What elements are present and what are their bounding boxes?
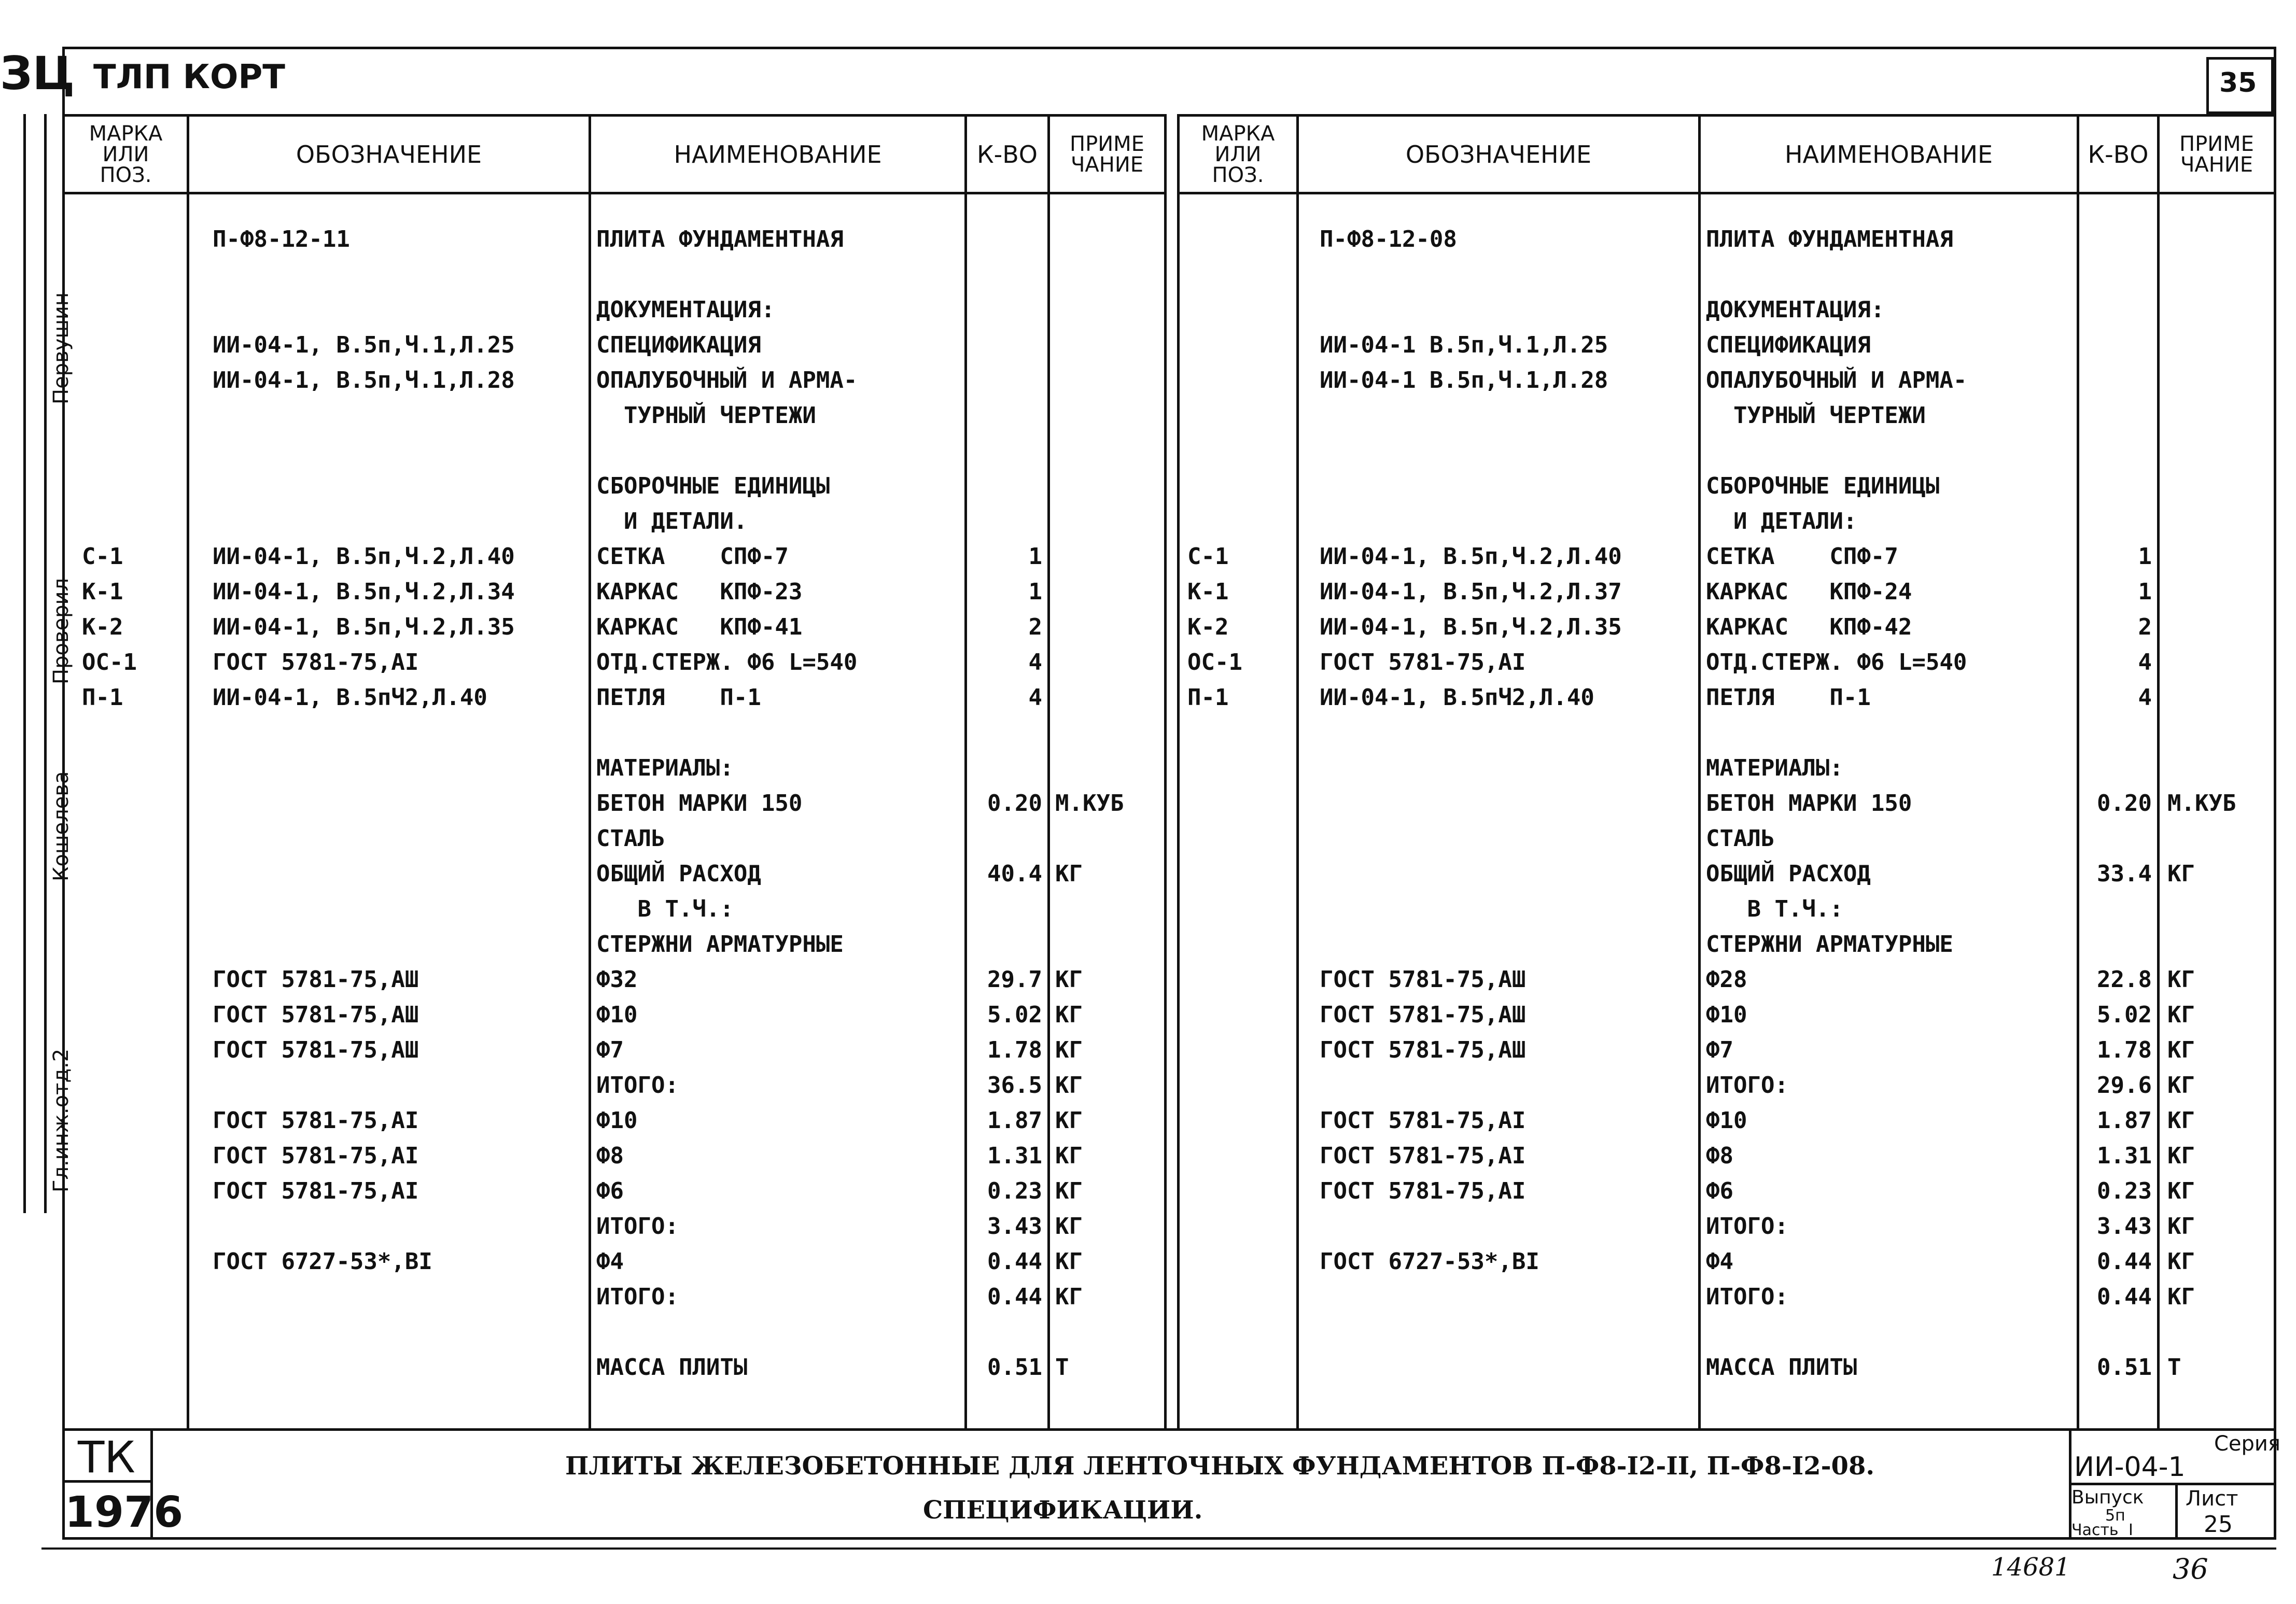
right-rows-designation-0: П-Ф8-12-08 (1320, 226, 1457, 252)
left-rows-designation-25: ГОСТ 5781-75,АI (213, 1107, 419, 1134)
left-rows-name-7: СБОРОЧНЫЕ ЕДИНИЦЫ (596, 473, 830, 499)
left-col-sep-2 (589, 114, 591, 1431)
left-col-sep-4 (1047, 114, 1050, 1431)
left-rows-name-2: ДОКУМЕНТАЦИЯ: (596, 297, 775, 323)
right-rows-qty-32: 0.51 (2097, 1354, 2152, 1381)
inventory-number: 14681 (1991, 1553, 2070, 1582)
right-hdr-designation: ОБОЗНАЧЕНИЕ (1405, 140, 1592, 168)
right-rows-designation-3: ИИ-04-1 В.5п,Ч.1,Л.25 (1320, 332, 1608, 358)
right-rows-designation-25: ГОСТ 5781-75,АI (1320, 1107, 1526, 1134)
right-rows-name-16: БЕТОН МАРКИ 150 (1706, 790, 1912, 817)
right-rows-note-18: КГ (2167, 861, 2195, 887)
year-label: 1976 (65, 1488, 184, 1537)
left-rows-mark-11: К-2 (82, 614, 123, 640)
bottom-rule (41, 1547, 2276, 1550)
left-rows-name-28: ИТОГО: (596, 1213, 679, 1240)
left-rows-designation-27: ГОСТ 5781-75,АI (213, 1178, 419, 1204)
right-rows-name-26: Ф8 (1706, 1143, 1733, 1169)
left-rows-name-20: СТЕРЖНИ АРМАТУРНЫЕ (596, 931, 844, 958)
right-rows-name-30: ИТОГО: (1706, 1284, 1788, 1310)
left-rows-designation-0: П-Ф8-12-11 (213, 226, 350, 252)
left-rows-designation-9: ИИ-04-1, В.5п,Ч.2,Л.40 (213, 543, 515, 570)
left-rows-name-9: СЕТКА СПФ-7 (596, 543, 789, 570)
doc-code: ЗЦ (0, 47, 75, 100)
right-rows-name-15: МАТЕРИАЛЫ: (1706, 755, 1843, 781)
left-rows-name-0: ПЛИТА ФУНДАМЕНТНАЯ (596, 226, 844, 252)
left-rows-designation-4: ИИ-04-1, В.5п,Ч.1,Л.28 (213, 367, 515, 393)
left-rows-name-18: ОБЩИЙ РАСХОД (596, 861, 761, 887)
right-rows-qty-13: 4 (2138, 684, 2152, 711)
left-rows-name-5: ТУРНЫЙ ЧЕРТЕЖИ (596, 402, 816, 429)
left-rows-qty-22: 5.02 (987, 1002, 1042, 1028)
side-label-1: Первушин (49, 292, 73, 404)
title-block-right-mid (2069, 1483, 2276, 1485)
handwritten-page: 36 (2173, 1553, 2208, 1585)
right-rows-name-21: Ф28 (1706, 966, 1747, 993)
left-rows-name-16: БЕТОН МАРКИ 150 (596, 790, 803, 817)
left-rows-qty-11: 2 (1028, 614, 1042, 640)
issue-label: Выпуск (2071, 1487, 2144, 1508)
right-hdr-qty: К-ВО (2088, 140, 2149, 168)
left-rows-qty-27: 0.23 (987, 1178, 1042, 1204)
right-rows-note-16: М.КУБ (2167, 790, 2236, 817)
right-rows-note-29: КГ (2167, 1248, 2195, 1275)
right-rows-note-26: КГ (2167, 1143, 2195, 1169)
right-rows-name-20: СТЕРЖНИ АРМАТУРНЫЕ (1706, 931, 1953, 958)
right-rows-name-9: СЕТКА СПФ-7 (1706, 543, 1898, 570)
left-header-rule (62, 192, 1167, 194)
right-rows-mark-12: ОС-1 (1187, 649, 1242, 676)
right-rows-name-10: КАРКАС КПФ-24 (1706, 579, 1912, 605)
left-rows-name-11: КАРКАС КПФ-41 (596, 614, 803, 640)
right-rows-qty-21: 22.8 (2097, 966, 2152, 993)
sheet-label: Лист (2186, 1487, 2238, 1511)
left-rows-qty-10: 1 (1028, 579, 1042, 605)
left-rows-name-3: СПЕЦИФИКАЦИЯ (596, 332, 761, 358)
left-rows-qty-30: 0.44 (987, 1284, 1042, 1310)
right-rows-qty-27: 0.23 (2097, 1178, 2152, 1204)
right-col-sep-1 (1296, 114, 1299, 1431)
right-rows-name-2: ДОКУМЕНТАЦИЯ: (1706, 297, 1885, 323)
right-rows-qty-25: 1.87 (2097, 1107, 2152, 1134)
left-rows-note-21: КГ (1055, 966, 1083, 993)
left-rows-qty-18: 40.4 (987, 861, 1042, 887)
page-number: 35 (2219, 67, 2257, 99)
left-rows-name-12: ОТД.СТЕРЖ. Ф6 L=540 (596, 649, 858, 676)
right-rows-qty-11: 2 (2138, 614, 2152, 640)
left-rows-name-27: Ф6 (596, 1178, 624, 1204)
left-rows-qty-28: 3.43 (987, 1213, 1042, 1240)
left-rows-name-19: В Т.Ч.: (596, 896, 734, 922)
right-rows-note-24: КГ (2167, 1072, 2195, 1099)
left-rows-name-24: ИТОГО: (596, 1072, 679, 1099)
right-rows-note-22: КГ (2167, 1002, 2195, 1028)
series-label: Серия (2214, 1432, 2280, 1456)
left-rows-note-26: КГ (1055, 1143, 1083, 1169)
left-hdr-name: НАИМЕНОВАНИЕ (674, 140, 882, 168)
right-rows-designation-9: ИИ-04-1, В.5п,Ч.2,Л.40 (1320, 543, 1622, 570)
left-rows-qty-16: 0.20 (987, 790, 1042, 817)
doc-title-line2: СПЕЦИФИКАЦИИ. (923, 1496, 1203, 1525)
side-label-4: Гл.инж.отд.2 (49, 1048, 73, 1192)
left-rows-note-25: КГ (1055, 1107, 1083, 1134)
right-rows-name-5: ТУРНЫЙ ЧЕРТЕЖИ (1706, 402, 1926, 429)
right-rows-qty-29: 0.44 (2097, 1248, 2152, 1275)
side-label-3: Кошелева (49, 771, 73, 881)
right-rows-mark-9: С-1 (1187, 543, 1229, 570)
side-strip-border (44, 114, 47, 1213)
left-rows-designation-26: ГОСТ 5781-75,АI (213, 1143, 419, 1169)
right-rows-name-13: ПЕТЛЯ П-1 (1706, 684, 1871, 711)
right-rows-note-27: КГ (2167, 1178, 2195, 1204)
left-rows-qty-21: 29.7 (987, 966, 1042, 993)
right-rows-name-22: Ф10 (1706, 1002, 1747, 1028)
left-rows-mark-13: П-1 (82, 684, 123, 711)
right-rows-note-25: КГ (2167, 1107, 2195, 1134)
right-rows-mark-11: К-2 (1187, 614, 1229, 640)
left-rows-note-18: КГ (1055, 861, 1083, 887)
org-title: ТЛП КОРТ (93, 58, 285, 96)
tk-label: ТК (78, 1432, 135, 1483)
left-rows-mark-12: ОС-1 (82, 649, 137, 676)
left-rows-name-22: Ф10 (596, 1002, 638, 1028)
left-rows-designation-12: ГОСТ 5781-75,АI (213, 649, 419, 676)
left-rows-mark-9: С-1 (82, 543, 123, 570)
right-rows-name-28: ИТОГО: (1706, 1213, 1788, 1240)
left-rows-name-8: И ДЕТАЛИ. (596, 508, 748, 534)
part-label: Часть (2071, 1521, 2119, 1539)
right-rows-note-21: КГ (2167, 966, 2195, 993)
right-rows-mark-10: К-1 (1187, 579, 1229, 605)
right-rows-name-18: ОБЩИЙ РАСХОД (1706, 861, 1871, 887)
right-rows-qty-28: 3.43 (2097, 1213, 2152, 1240)
right-col-sep-2 (1698, 114, 1701, 1431)
right-rows-designation-4: ИИ-04-1 В.5п,Ч.1,Л.28 (1320, 367, 1608, 393)
left-rows-mark-10: К-1 (82, 579, 123, 605)
right-rows-note-32: Т (2167, 1354, 2181, 1381)
left-rows-name-32: МАССА ПЛИТЫ (596, 1354, 748, 1381)
right-rows-name-19: В Т.Ч.: (1706, 896, 1843, 922)
right-rows-qty-22: 5.02 (2097, 1002, 2152, 1028)
right-rows-note-28: КГ (2167, 1213, 2195, 1240)
left-rows-note-27: КГ (1055, 1178, 1083, 1204)
right-rows-designation-21: ГОСТ 5781-75,АШ (1320, 966, 1526, 993)
right-rows-name-12: ОТД.СТЕРЖ. Ф6 L=540 (1706, 649, 1967, 676)
left-hdr-mark: МАРКА ИЛИ ПОЗ. (89, 121, 163, 187)
left-rows-designation-29: ГОСТ 6727-53*,BI (213, 1248, 432, 1275)
right-rows-qty-30: 0.44 (2097, 1284, 2152, 1310)
left-hdr-designation: ОБОЗНАЧЕНИЕ (296, 140, 482, 168)
right-rows-name-32: МАССА ПЛИТЫ (1706, 1354, 1857, 1381)
left-rows-designation-13: ИИ-04-1, В.5пЧ2,Л.40 (213, 684, 487, 711)
left-rows-designation-22: ГОСТ 5781-75,АШ (213, 1002, 419, 1028)
left-rows-note-16: М.КУБ (1055, 790, 1124, 817)
right-header-rule (1177, 192, 2276, 194)
doc-title-line1: ПЛИТЫ ЖЕЛЕЗОБЕТОННЫЕ ДЛЯ ЛЕНТОЧНЫХ ФУНДАМЕНТОВ П-Ф8-I2-II, П-Ф8-I2-08. (565, 1452, 1875, 1481)
right-rows-qty-23: 1.78 (2097, 1037, 2152, 1063)
sheet-value: 25 (2204, 1511, 2233, 1538)
left-rows-qty-24: 36.5 (987, 1072, 1042, 1099)
right-rows-designation-26: ГОСТ 5781-75,АI (1320, 1143, 1526, 1169)
left-rows-note-24: КГ (1055, 1072, 1083, 1099)
left-rows-name-21: Ф32 (596, 966, 638, 993)
left-rows-name-17: СТАЛЬ (596, 825, 665, 852)
right-rows-name-23: Ф7 (1706, 1037, 1733, 1063)
right-rows-name-25: Ф10 (1706, 1107, 1747, 1134)
left-rows-name-26: Ф8 (596, 1143, 624, 1169)
left-rows-name-29: Ф4 (596, 1248, 624, 1275)
left-rows-designation-23: ГОСТ 5781-75,АШ (213, 1037, 419, 1063)
right-rows-designation-12: ГОСТ 5781-75,АI (1320, 649, 1526, 676)
right-rows-note-23: КГ (2167, 1037, 2195, 1063)
left-rows-qty-13: 4 (1028, 684, 1042, 711)
left-rows-name-30: ИТОГО: (596, 1284, 679, 1310)
left-rows-qty-9: 1 (1028, 543, 1042, 570)
right-rows-name-24: ИТОГО: (1706, 1072, 1788, 1099)
right-rows-qty-24: 29.6 (2097, 1072, 2152, 1099)
left-rows-name-10: КАРКАС КПФ-23 (596, 579, 803, 605)
side-label-2: Проверил (49, 578, 73, 684)
right-rows-qty-12: 4 (2138, 649, 2152, 676)
left-hdr-qty: К-ВО (976, 140, 1038, 168)
left-rows-note-28: КГ (1055, 1213, 1083, 1240)
right-col-sep-4 (2157, 114, 2160, 1431)
left-rows-note-29: КГ (1055, 1248, 1083, 1275)
right-hdr-name: НАИМЕНОВАНИЕ (1784, 140, 1993, 168)
left-rows-note-22: КГ (1055, 1002, 1083, 1028)
right-rows-designation-11: ИИ-04-1, В.5п,Ч.2,Л.35 (1320, 614, 1622, 640)
right-rows-name-11: КАРКАС КПФ-42 (1706, 614, 1912, 640)
right-rows-qty-18: 33.4 (2097, 861, 2152, 887)
left-rows-note-32: Т (1055, 1354, 1069, 1381)
left-rows-note-30: КГ (1055, 1284, 1083, 1310)
issue-value: 5п (2105, 1507, 2125, 1525)
left-rows-qty-29: 0.44 (987, 1248, 1042, 1275)
left-rows-qty-23: 1.78 (987, 1037, 1042, 1063)
right-rows-designation-13: ИИ-04-1, В.5пЧ2,Л.40 (1320, 684, 1594, 711)
title-bar (62, 47, 2276, 114)
left-rows-name-15: МАТЕРИАЛЫ: (596, 755, 734, 781)
left-rows-designation-11: ИИ-04-1, В.5п,Ч.2,Л.35 (213, 614, 515, 640)
part-value: I (2129, 1521, 2133, 1539)
right-rows-qty-16: 0.20 (2097, 790, 2152, 817)
right-rows-designation-10: ИИ-04-1, В.5п,Ч.2,Л.37 (1320, 579, 1622, 605)
title-block-right-inner (2175, 1483, 2178, 1540)
right-rows-name-17: СТАЛЬ (1706, 825, 1775, 852)
series-value: ИИ-04-1 (2074, 1452, 2186, 1483)
right-rows-name-7: СБОРОЧНЫЕ ЕДИНИЦЫ (1706, 473, 1940, 499)
left-col-sep-1 (187, 114, 189, 1431)
left-rows-name-13: ПЕТЛЯ П-1 (596, 684, 761, 711)
right-rows-qty-9: 1 (2138, 543, 2152, 570)
right-rows-designation-27: ГОСТ 5781-75,АI (1320, 1178, 1526, 1204)
left-rows-name-4: ОПАЛУБОЧНЫЙ И АРМА- (596, 367, 858, 393)
right-rows-designation-22: ГОСТ 5781-75,АШ (1320, 1002, 1526, 1028)
left-rows-qty-12: 4 (1028, 649, 1042, 676)
right-hdr-mark: МАРКА ИЛИ ПОЗ. (1201, 121, 1275, 187)
left-rows-note-23: КГ (1055, 1037, 1083, 1063)
right-rows-name-27: Ф6 (1706, 1178, 1733, 1204)
right-rows-qty-26: 1.31 (2097, 1143, 2152, 1169)
left-rows-designation-10: ИИ-04-1, В.5п,Ч.2,Л.34 (213, 579, 515, 605)
right-rows-note-30: КГ (2167, 1284, 2195, 1310)
left-rows-designation-3: ИИ-04-1, В.5п,Ч.1,Л.25 (213, 332, 515, 358)
left-rows-designation-21: ГОСТ 5781-75,АШ (213, 966, 419, 993)
left-rows-name-25: Ф10 (596, 1107, 638, 1134)
left-rows-name-23: Ф7 (596, 1037, 624, 1063)
left-rows-qty-26: 1.31 (987, 1143, 1042, 1169)
right-rows-name-29: Ф4 (1706, 1248, 1733, 1275)
right-hdr-note: ПРИМЕ ЧАНИЕ (2179, 132, 2254, 177)
right-rows-name-4: ОПАЛУБОЧНЫЙ И АРМА- (1706, 367, 1967, 393)
left-hdr-note: ПРИМЕ ЧАНИЕ (1070, 132, 1144, 177)
right-rows-name-0: ПЛИТА ФУНДАМЕНТНАЯ (1706, 226, 1953, 252)
left-rows-qty-32: 0.51 (987, 1354, 1042, 1381)
right-rows-qty-10: 1 (2138, 579, 2152, 605)
right-rows-name-3: СПЕЦИФИКАЦИЯ (1706, 332, 1871, 358)
right-rows-name-8: И ДЕТАЛИ: (1706, 508, 1857, 534)
right-rows-designation-23: ГОСТ 5781-75,АШ (1320, 1037, 1526, 1063)
right-rows-designation-29: ГОСТ 6727-53*,BI (1320, 1248, 1539, 1275)
side-strip-inner (23, 114, 26, 1213)
right-rows-mark-13: П-1 (1187, 684, 1229, 711)
left-rows-qty-25: 1.87 (987, 1107, 1042, 1134)
